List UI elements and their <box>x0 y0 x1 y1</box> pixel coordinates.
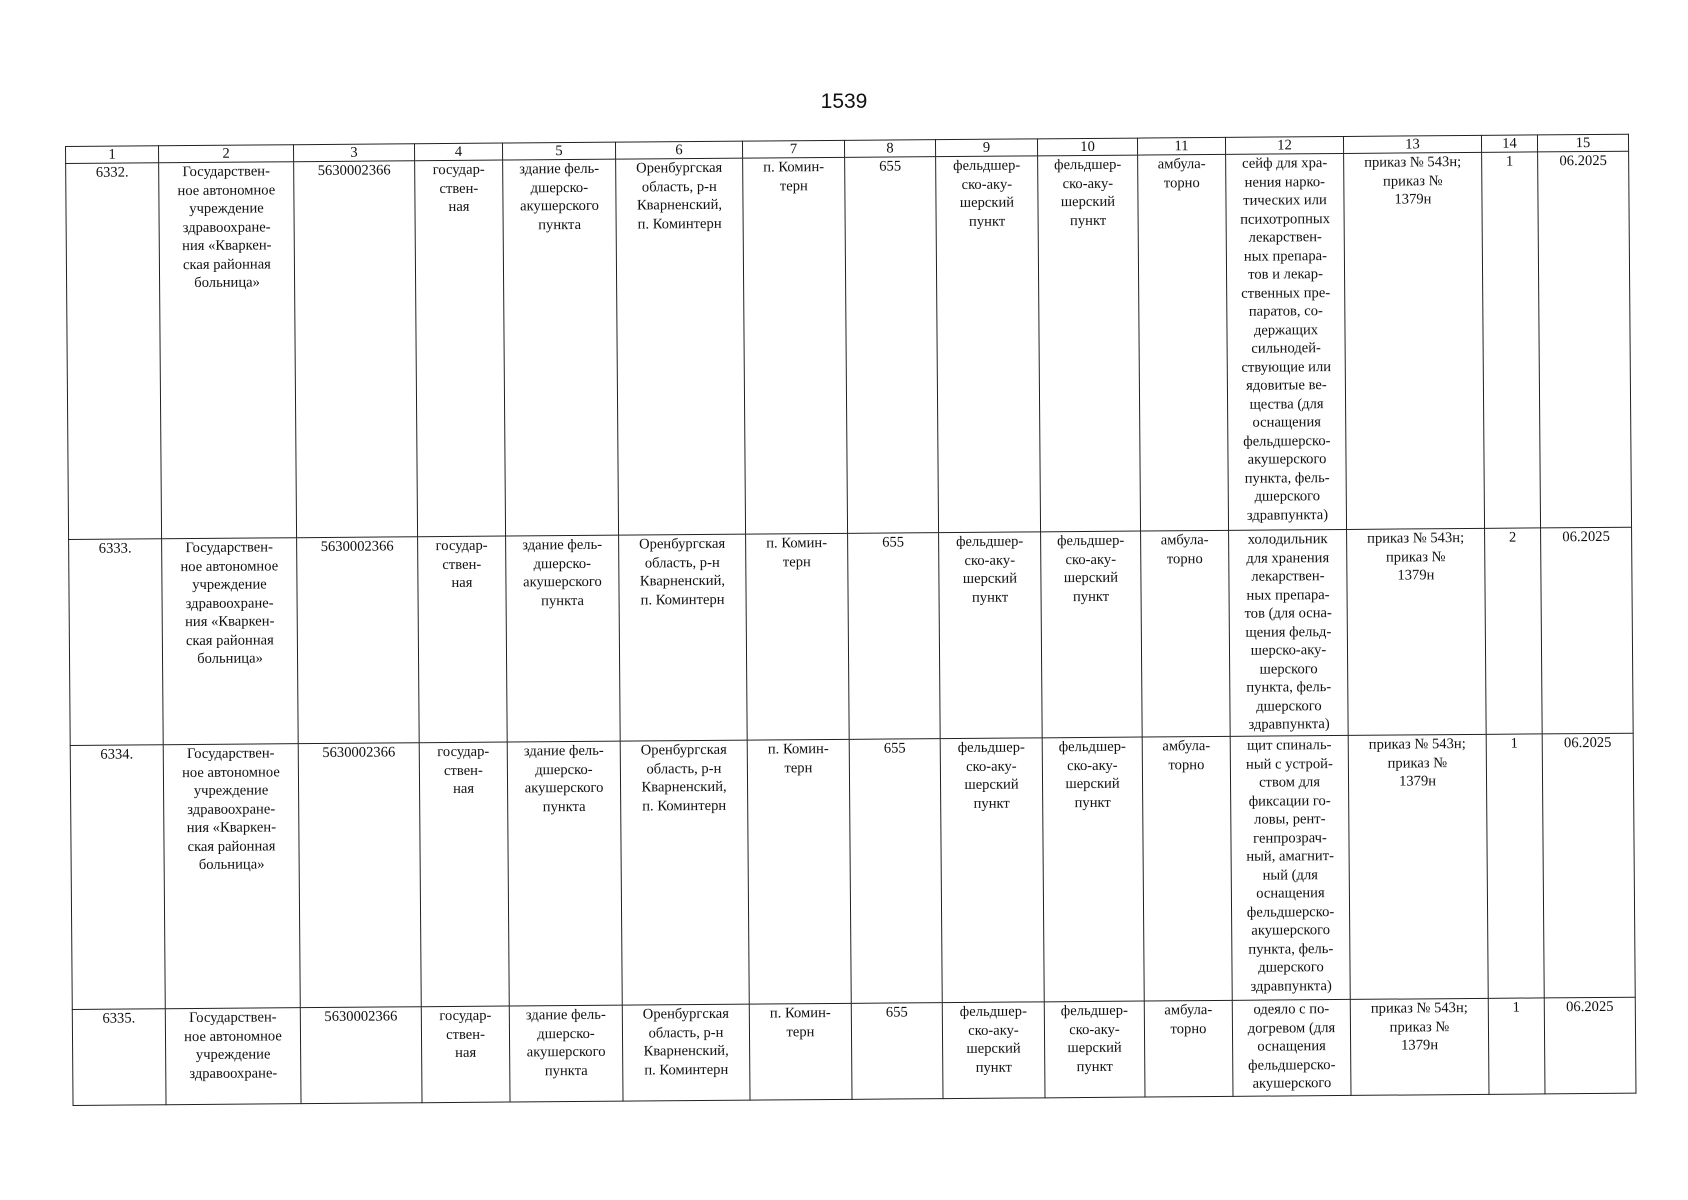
table-row <box>69 527 1634 745</box>
unit-name: фельдшер- ско-аку- шерский пункт <box>1038 155 1141 532</box>
unit-name: фельдшер- ско-аку- шерский пункт <box>1041 531 1143 738</box>
building: здание фель- дшерско- акушерского пункта <box>509 1005 623 1102</box>
care-conditions: амбула- торно <box>1142 736 1232 1001</box>
column-number: 12 <box>1225 136 1343 154</box>
column-number: 9 <box>935 139 1037 157</box>
population: 655 <box>851 1003 943 1100</box>
equipment: холодильник для хранения лекарствен- ных препара- тов (для осна- щения фельд- шерско-аку- шерского пункта, фель- дшерского здравпункта) <box>1229 529 1349 736</box>
column-number: 11 <box>1137 137 1225 155</box>
table-row <box>72 997 1636 1105</box>
column-number: 4 <box>414 143 502 161</box>
column-number: 7 <box>742 140 844 158</box>
ownership-form: государ- ствен- ная <box>415 160 506 537</box>
column-number: 13 <box>1343 135 1481 153</box>
ownership-form: государ- ствен- ная <box>421 1006 510 1103</box>
population: 655 <box>848 533 941 740</box>
equipment: щит спиналь- ный с устрой- ством для фиксации го- ловы, рент- генпрозрач- ный, амагнит- ный (для оснащения фельдшерско- акушерского пункта, фель- дшерского здравпункта) <box>1230 735 1350 1000</box>
ownership-form: государ- ствен- ная <box>418 536 508 743</box>
column-number: 10 <box>1037 138 1137 156</box>
column-number: 8 <box>844 140 935 158</box>
date: 06.2025 <box>1538 151 1632 528</box>
column-number: 14 <box>1481 135 1537 152</box>
settlement: п. Комин- терн <box>743 157 848 534</box>
organization-name: Государствен- ное автономное учреждение здравоохране- <box>165 1008 301 1105</box>
address: Оренбургская область, р-н Кварненский, п. Коминтерн <box>620 740 749 1005</box>
date: 06.2025 <box>1544 997 1636 1094</box>
unit-name: фельдшер- ско-аку- шерский пункт <box>1042 737 1144 1002</box>
unit-type: фельдшер- ско-аку- шерский пункт <box>939 532 1043 739</box>
row-number: 6333. <box>69 539 164 746</box>
row-number: 6334. <box>70 745 165 1010</box>
building: здание фель- дшерско- акушерского пункта <box>507 741 622 1006</box>
settlement: п. Комин- терн <box>746 533 850 740</box>
column-number: 15 <box>1537 134 1628 152</box>
table-row <box>66 151 1632 539</box>
order-reference: приказ № 543н; приказ № 1379н <box>1350 998 1489 1095</box>
building: здание фель- дшерско- акушерского пункта <box>503 159 619 536</box>
quantity: 1 <box>1482 152 1541 528</box>
column-number: 1 <box>66 146 159 164</box>
inn: 5630002366 <box>298 743 421 1008</box>
organization-name: Государствен- ное автономное учреждение здравоохране- ния «Кваркен- ская районная больница» <box>163 744 300 1009</box>
date: 06.2025 <box>1542 733 1635 998</box>
inn: 5630002366 <box>297 537 420 744</box>
building: здание фель- дшерско- акушерского пункта <box>506 535 621 742</box>
page-number: 1539 <box>820 90 868 113</box>
inn: 5630002366 <box>294 161 418 538</box>
row-number: 6332. <box>66 163 162 540</box>
date: 06.2025 <box>1541 527 1634 734</box>
settlement: п. Комин- терн <box>749 1003 852 1100</box>
row-number: 6335. <box>72 1009 166 1106</box>
registry-table <box>65 134 1636 1106</box>
equipment: одеяло с по- догревом (для оснащения фельдшерско- акушерского <box>1232 999 1351 1096</box>
equipment: сейф для хра- нения нарко- тических или психотропных лекарствен- ных препара- тов и лекар- ственных пре- паратов, со- держащих сильнодей- ствующие или ядовитые ве- щества (для оснащения фельдшерско- акушерского пункта, фель- дшерского здравпункта) <box>1226 153 1347 530</box>
address: Оренбургская область, р-н Кварненский, п. Коминтерн <box>616 158 746 535</box>
care-conditions: амбула- торно <box>1141 530 1231 737</box>
settlement: п. Комин- терн <box>747 739 851 1004</box>
quantity: 1 <box>1486 734 1544 998</box>
address: Оренбургская область, р-н Кварненский, п. Коминтерн <box>622 1004 750 1101</box>
column-number: 5 <box>502 142 615 160</box>
population: 655 <box>845 157 939 534</box>
address: Оренбургская область, р-н Кварненский, п. Коминтерн <box>619 534 748 741</box>
care-conditions: амбула- торно <box>1138 154 1229 531</box>
ownership-form: государ- ствен- ная <box>419 742 509 1007</box>
table-row <box>70 733 1635 1009</box>
organization-name: Государствен- ное автономное учреждение здравоохране- ния «Кваркен- ская районная больница» <box>159 162 297 539</box>
order-reference: приказ № 543н; приказ № 1379н <box>1348 734 1488 999</box>
column-number: 2 <box>159 145 294 163</box>
column-number: 3 <box>293 144 414 162</box>
care-conditions: амбула- торно <box>1144 1000 1233 1097</box>
inn: 5630002366 <box>300 1007 422 1104</box>
order-reference: приказ № 543н; приказ № 1379н <box>1344 152 1485 529</box>
order-reference: приказ № 543н; приказ № 1379н <box>1347 528 1487 735</box>
unit-type: фельдшер- ско-аку- шерский пункт <box>936 156 1041 533</box>
organization-name: Государствен- ное автономное учреждение здравоохране- ния «Кваркен- ская районная больница» <box>162 538 299 745</box>
quantity: 2 <box>1485 528 1543 734</box>
quantity: 1 <box>1488 998 1545 1094</box>
population: 655 <box>849 739 942 1004</box>
unit-type: фельдшер- ско-аку- шерский пункт <box>942 1002 1045 1099</box>
unit-type: фельдшер- ско-аку- шерский пункт <box>940 738 1044 1003</box>
column-number: 6 <box>615 141 742 159</box>
unit-name: фельдшер- ско-аку- шерский пункт <box>1044 1001 1145 1098</box>
